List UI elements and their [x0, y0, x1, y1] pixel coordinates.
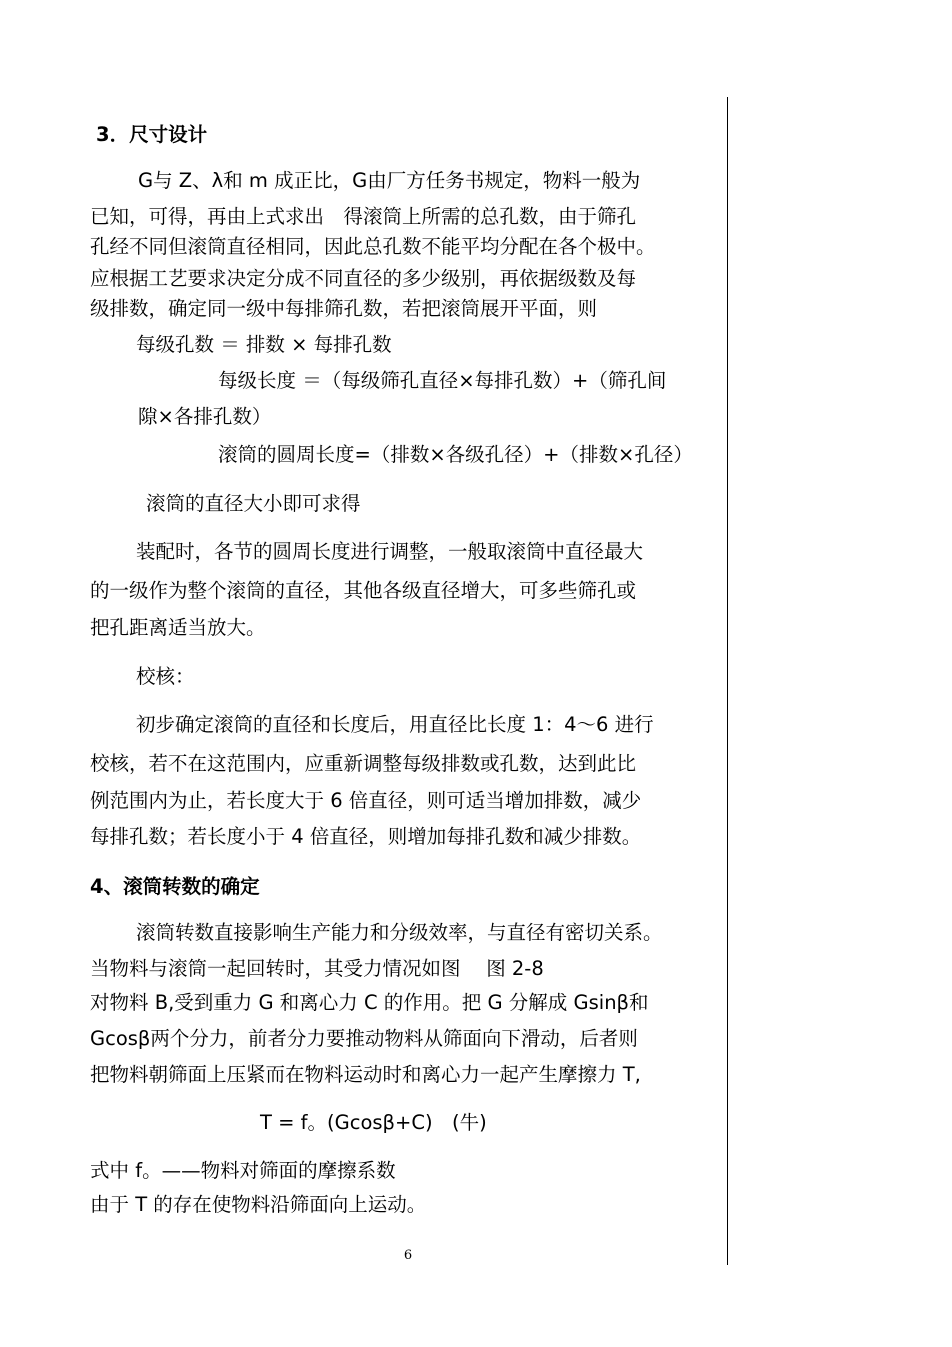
paragraph-line: 把孔距离适当放大。: [90, 616, 266, 639]
section-heading-3: 3．尺寸设计: [96, 123, 208, 146]
formula-line: 每级孔数 ＝ 排数 × 每排孔数: [136, 333, 392, 356]
paragraph-line: Gcosβ两个分力，前者分力要推动物料从筛面向下滑动，后者则: [90, 1027, 638, 1050]
paragraph-line: 初步确定滚筒的直径和长度后，用直径比长度 1：4～6 进行: [136, 713, 654, 736]
paragraph-line: 每排孔数；若长度小于 4 倍直径，则增加每排孔数和减少排数。: [90, 825, 642, 848]
paragraph-line: 当物料与滚筒一起回转时，其受力情况如图 图 2-8: [90, 957, 544, 980]
paragraph-line: 滚筒的直径大小即可求得: [146, 492, 361, 515]
formula-line: T = f。(Gcosβ+C) (牛): [260, 1111, 487, 1134]
paragraph-line: 由于 T 的存在使物料沿筛面向上运动。: [90, 1193, 427, 1216]
paragraph-line: 级排数，确定同一级中每排筛孔数，若把滚筒展开平面，则: [90, 297, 598, 320]
page-content: [90, 118, 726, 1228]
page-number: 6: [403, 1248, 413, 1263]
paragraph-line: 把物料朝筛面上压紧而在物料运动时和离心力一起产生摩擦力 T,: [90, 1063, 641, 1086]
paragraph-line: 应根据工艺要求决定分成不同直径的多少级别，再依据级数及每: [90, 267, 637, 290]
formula-line: 滚筒的圆周长度=（排数×各级孔径）+（排数×孔径）: [218, 443, 693, 466]
right-margin-rule: [727, 97, 728, 1265]
section-heading-4: 4、滚筒转数的确定: [90, 875, 260, 898]
paragraph-line: 例范围内为止，若长度大于 6 倍直径，则可适当增加排数，减少: [90, 789, 642, 812]
paragraph-line: 校核：: [136, 665, 195, 688]
paragraph-line: G与 Z、λ和 m 成正比，G由厂方任务书规定，物料一般为: [138, 169, 641, 192]
paragraph-line: 孔经不同但滚筒直径相同，因此总孔数不能平均分配在各个极中。: [90, 235, 656, 258]
paragraph-line: 的一级作为整个滚筒的直径，其他各级直径增大，可多些筛孔或: [90, 579, 637, 602]
paragraph-line: 对物料 B,受到重力 G 和离心力 C 的作用。把 G 分解成 Gsinβ和: [90, 991, 649, 1014]
paragraph-line: 滚筒转数直接影响生产能力和分级效率，与直径有密切关系。: [136, 921, 663, 944]
formula-line: 隙×各排孔数）: [138, 405, 272, 428]
paragraph-line: 式中 f。——物料对筛面的摩擦系数: [90, 1159, 396, 1182]
paragraph-line: 装配时，各节的圆周长度进行调整，一般取滚筒中直径最大: [136, 540, 644, 563]
paragraph-line: 校核，若不在这范围内，应重新调整每级排数或孔数，达到此比: [90, 752, 637, 775]
formula-line: 每级长度 ＝（每级筛孔直径×每排孔数）+（筛孔间: [218, 369, 667, 392]
paragraph-line: 已知，可得，再由上式求出 得滚筒上所需的总孔数，由于筛孔: [90, 205, 637, 228]
